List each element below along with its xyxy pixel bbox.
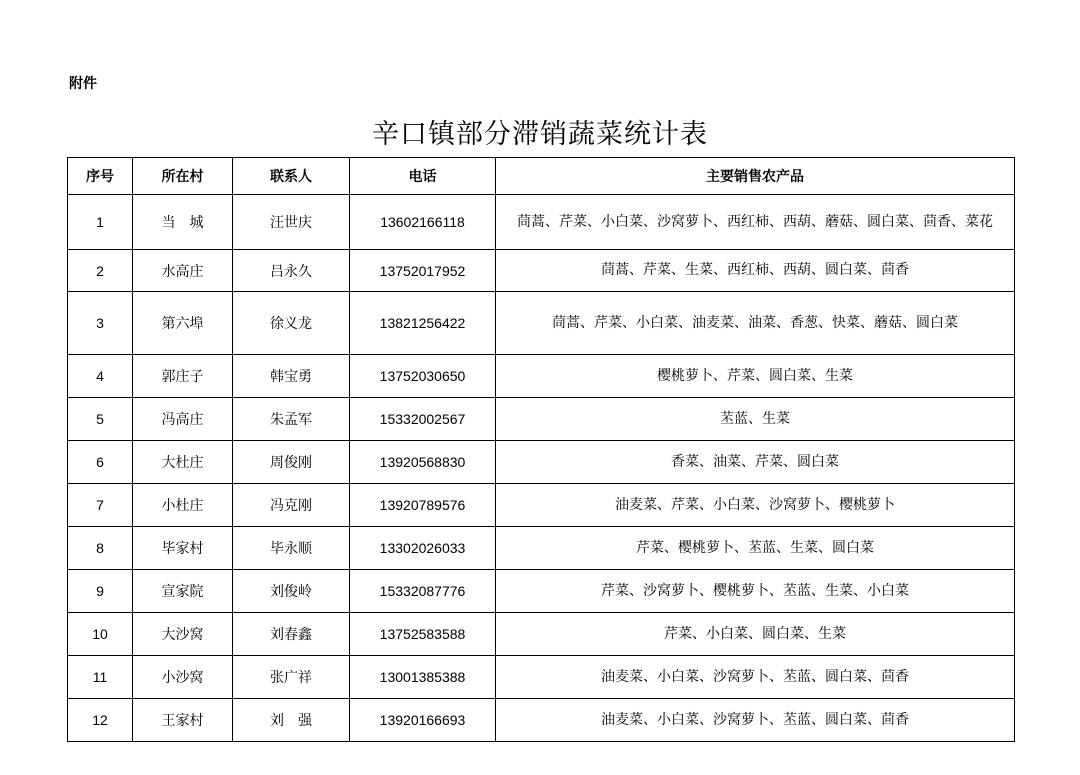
village-cell: 宣家院: [133, 570, 233, 613]
phone-cell: 13920568830: [350, 441, 496, 484]
village-cell: 当 城: [133, 195, 233, 250]
products-cell: 苤蓝、生菜: [496, 398, 1015, 441]
contact-cell: 周俊刚: [233, 441, 350, 484]
header-products: 主要销售农产品: [496, 158, 1015, 195]
table-row: [68, 699, 1015, 742]
phone-cell: 13752030650: [350, 355, 496, 398]
products-cell: 茼蒿、芹菜、生菜、西红柿、西葫、圆白菜、茴香: [496, 250, 1015, 292]
phone-cell: 13752583588: [350, 613, 496, 656]
row-number: 3: [68, 292, 133, 355]
village-cell: 大杜庄: [133, 441, 233, 484]
village-cell: 毕家村: [133, 527, 233, 570]
contact-cell: 吕永久: [233, 250, 350, 292]
table-row: [68, 398, 1015, 441]
products-cell: 樱桃萝卜、芹菜、圆白菜、生菜: [496, 355, 1015, 398]
village-cell: 小沙窝: [133, 656, 233, 699]
village-cell: 第六埠: [133, 292, 233, 355]
table-row: [68, 355, 1015, 398]
contact-cell: 汪世庆: [233, 195, 350, 250]
table-row: [68, 292, 1015, 355]
row-number: 7: [68, 484, 133, 527]
contact-cell: 张广祥: [233, 656, 350, 699]
row-number: 2: [68, 250, 133, 292]
table-row: [68, 613, 1015, 656]
attachment-label: 附件: [69, 76, 97, 92]
village-cell: 郭庄子: [133, 355, 233, 398]
products-cell: 香菜、油菜、芹菜、圆白菜: [496, 441, 1015, 484]
phone-cell: 13821256422: [350, 292, 496, 355]
contact-cell: 朱孟军: [233, 398, 350, 441]
village-cell: 大沙窝: [133, 613, 233, 656]
village-cell: 小杜庄: [133, 484, 233, 527]
phone-cell: 15332087776: [350, 570, 496, 613]
village-cell: 水高庄: [133, 250, 233, 292]
row-number: 6: [68, 441, 133, 484]
phone-cell: 13302026033: [350, 527, 496, 570]
phone-cell: 13752017952: [350, 250, 496, 292]
village-cell: 王家村: [133, 699, 233, 742]
row-number: 9: [68, 570, 133, 613]
products-cell: 油麦菜、小白菜、沙窝萝卜、苤蓝、圆白菜、茴香: [496, 699, 1015, 742]
contact-cell: 刘 强: [233, 699, 350, 742]
contact-cell: 刘俊岭: [233, 570, 350, 613]
products-cell: 茼蒿、芹菜、小白菜、油麦菜、油菜、香葱、快菜、蘑菇、圆白菜: [496, 292, 1015, 355]
header-contact: 联系人: [233, 158, 350, 195]
contact-cell: 毕永顺: [233, 527, 350, 570]
row-number: 1: [68, 195, 133, 250]
document-title: 辛口镇部分滞销蔬菜统计表: [372, 119, 708, 150]
table-row: [68, 527, 1015, 570]
contact-cell: 冯克刚: [233, 484, 350, 527]
row-number: 4: [68, 355, 133, 398]
table-row: [68, 570, 1015, 613]
phone-cell: 13001385388: [350, 656, 496, 699]
header-phone: 电话: [350, 158, 496, 195]
row-number: 11: [68, 656, 133, 699]
row-number: 5: [68, 398, 133, 441]
header-village: 所在村: [133, 158, 233, 195]
table-body: [68, 195, 1015, 742]
row-number: 10: [68, 613, 133, 656]
table-row: [68, 441, 1015, 484]
phone-cell: 13602166118: [350, 195, 496, 250]
products-cell: 茼蒿、芹菜、小白菜、沙窝萝卜、西红柿、西葫、蘑菇、圆白菜、茴香、菜花: [496, 195, 1015, 250]
vegetable-table: [67, 157, 1015, 742]
products-cell: 油麦菜、芹菜、小白菜、沙窝萝卜、樱桃萝卜: [496, 484, 1015, 527]
row-number: 12: [68, 699, 133, 742]
phone-cell: 13920789576: [350, 484, 496, 527]
table-header-row: [68, 158, 1015, 195]
table-row: [68, 195, 1015, 250]
products-cell: 芹菜、樱桃萝卜、苤蓝、生菜、圆白菜: [496, 527, 1015, 570]
phone-cell: 15332002567: [350, 398, 496, 441]
contact-cell: 刘春鑫: [233, 613, 350, 656]
table-row: [68, 484, 1015, 527]
products-cell: 油麦菜、小白菜、沙窝萝卜、苤蓝、圆白菜、茴香: [496, 656, 1015, 699]
phone-cell: 13920166693: [350, 699, 496, 742]
contact-cell: 韩宝勇: [233, 355, 350, 398]
table-row: [68, 250, 1015, 292]
header-no: 序号: [68, 158, 133, 195]
products-cell: 芹菜、小白菜、圆白菜、生菜: [496, 613, 1015, 656]
contact-cell: 徐义龙: [233, 292, 350, 355]
table-row: [68, 656, 1015, 699]
village-cell: 冯高庄: [133, 398, 233, 441]
row-number: 8: [68, 527, 133, 570]
products-cell: 芹菜、沙窝萝卜、樱桃萝卜、苤蓝、生菜、小白菜: [496, 570, 1015, 613]
